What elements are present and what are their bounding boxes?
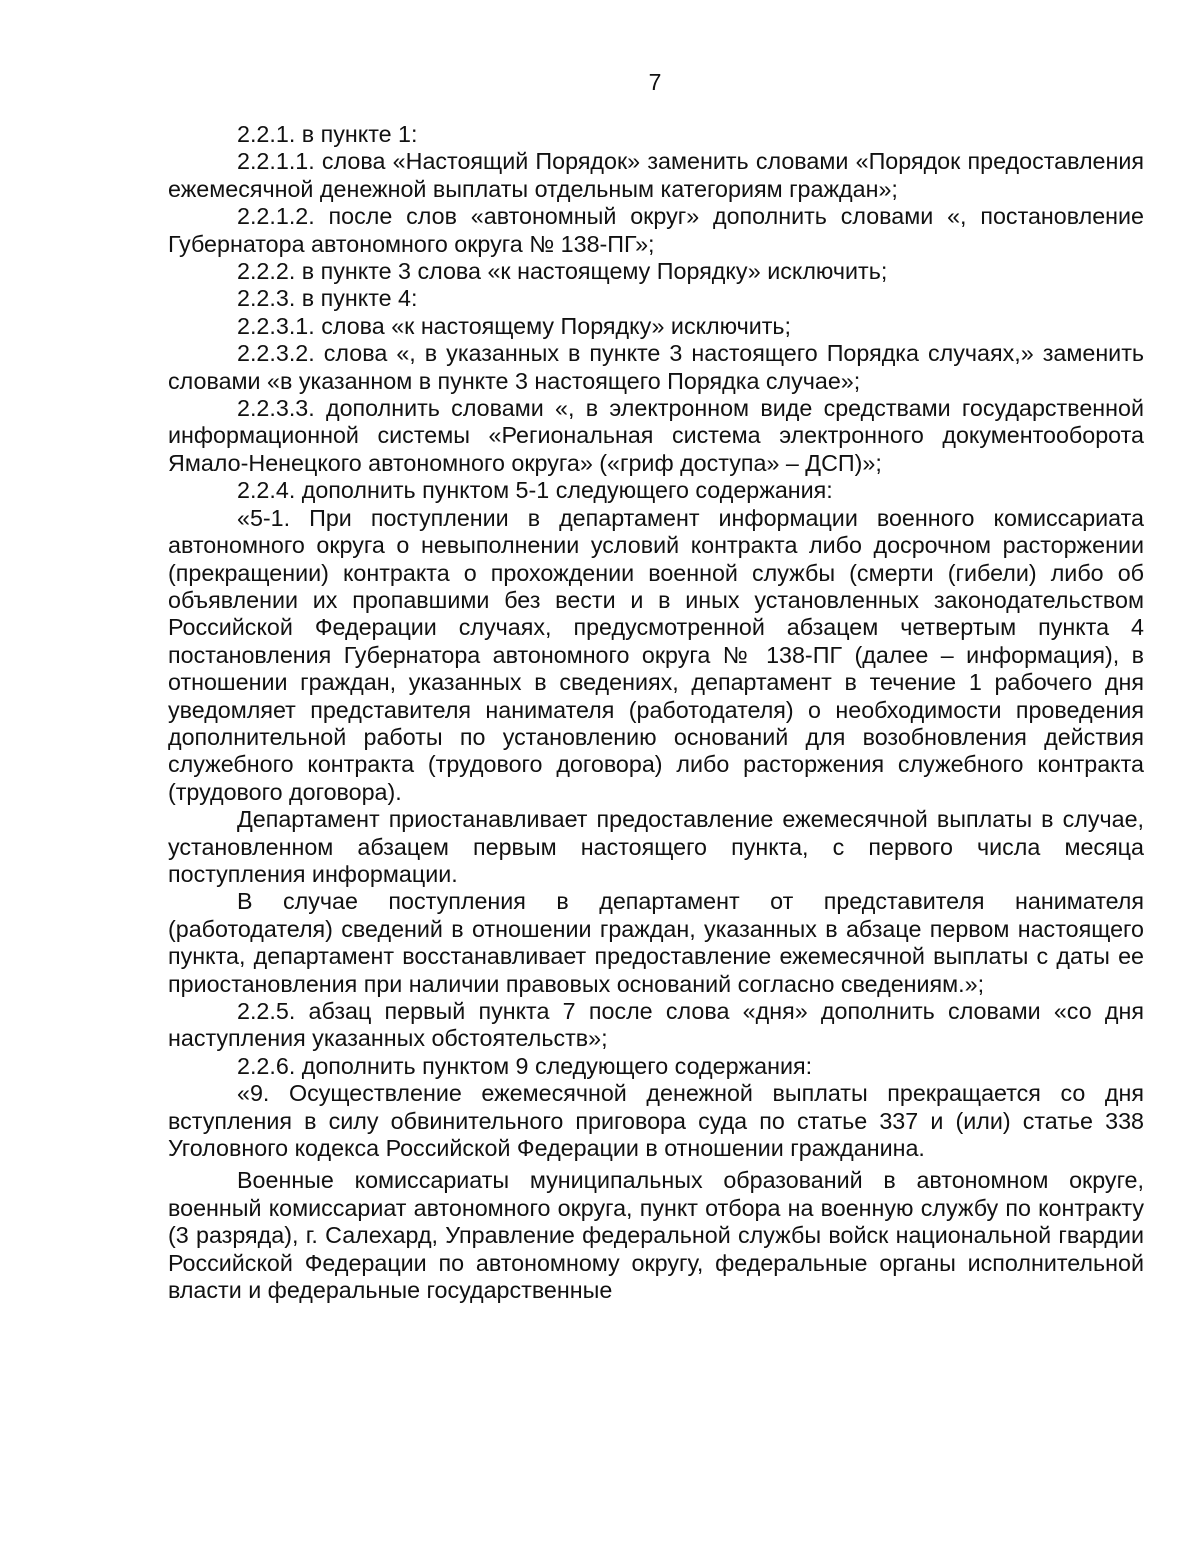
paragraph-2-2-5: 2.2.5. абзац первый пункта 7 после слова «дня» дополнить словами «со дня наступления указанных обстоятельств»; [168,998,1144,1052]
paragraph-2-2-2: 2.2.2. в пункте 3 слова «к настоящему Порядку» исключить; [237,258,888,285]
paragraph-5-1-third: В случае поступления в департамент от представителя нанимателя (работодателя) сведений в отношении граждан, указанных в абзаце первом настоящего пункта, департамент восстанавливает предоставление ежемесячной выплаты с даты ее приостановления при наличии правовых оснований согласно сведениям.»; [168,888,1144,997]
paragraph-5-1-second: Департамент приостанавливает предоставление ежемесячной выплаты в случае, установленном абзацем первым настоящего пункта, с первого числа месяца поступления информации. [168,806,1144,887]
paragraph-9-second: Военные комиссариаты муниципальных образований в автономном округе, военный комиссариат автономного округа, пункт отбора на военную службу по контракту (3 разряда), г. Салехард, Управление федеральной службы войск национальной гвардии Российской Федерации по автономному округу, федеральные органы исполнительной власти и федеральные государственные [168,1167,1144,1304]
page-number: 7 [648,69,662,95]
paragraph-2-2-6: 2.2.6. дополнить пунктом 9 следующего содержания: [237,1052,813,1079]
paragraph-9-first: «9. Осуществление ежемесячной денежной выплаты прекращается со дня вступления в силу обвинительного приговора суда по статье 337 и (или) статье 338 Уголовного кодекса Российской Федерации в отношении гражданина. [168,1080,1144,1162]
paragraph-2-2-1: 2.2.1. в пункте 1: [237,121,418,147]
paragraph-2-2-3-2: 2.2.3.2. слова «, в указанных в пункте 3 настоящего Порядка случаях,» заменить словами «в указанном в пункте 3 настоящего Порядка случае»; [168,340,1144,394]
paragraph-2-2-1-1: 2.2.1.1. слова «Настоящий Порядок» заменить словами «Порядок предоставления ежемесячной денежной выплаты отдельным категориям граждан»; [168,148,1144,202]
paragraph-2-2-4: 2.2.4. дополнить пунктом 5-1 следующего содержания: [237,477,833,504]
paragraph-2-2-3: 2.2.3. в пункте 4: [237,285,418,312]
document-body [168,121,1144,1304]
paragraph-5-1-first: «5-1. При поступлении в департамент информации военного комиссариата автономного округа о невыполнении условий контракта либо досрочном расторжении (прекращении) контракта о прохождении военной службы (смерти (гибели) либо об объявлении их пропавшими без вести и в иных установленных законодательством Российской Федерации случаях, предусмотренной абзацем четвертым пункта 4 постановления Губернатора автономного округа № 138-ПГ (далее – информация), в отношении граждан, указанных в сведениях, департамент в течение 1 рабочего дня уведомляет представителя нанимателя (работодателя) о необходимости проведения дополнительной работы по установлению оснований для возобновления действия служебного контракта (трудового договора) либо расторжения служебного контракта (трудового договора). [168,504,1144,805]
paragraph-2-2-3-1: 2.2.3.1. слова «к настоящему Порядку» исключить; [237,312,792,339]
paragraph-2-2-1-2: 2.2.1.2. после слов «автономный округ» дополнить словами «, постановление Губернатора автономного округа № 138-ПГ»; [168,203,1144,257]
paragraph-2-2-3-3: 2.2.3.3. дополнить словами «, в электронном виде средствами государственной информационной системы «Региональная система электронного документооборота Ямало-Ненецкого автономного округа» («гриф доступа» – ДСП)»; [168,395,1144,476]
